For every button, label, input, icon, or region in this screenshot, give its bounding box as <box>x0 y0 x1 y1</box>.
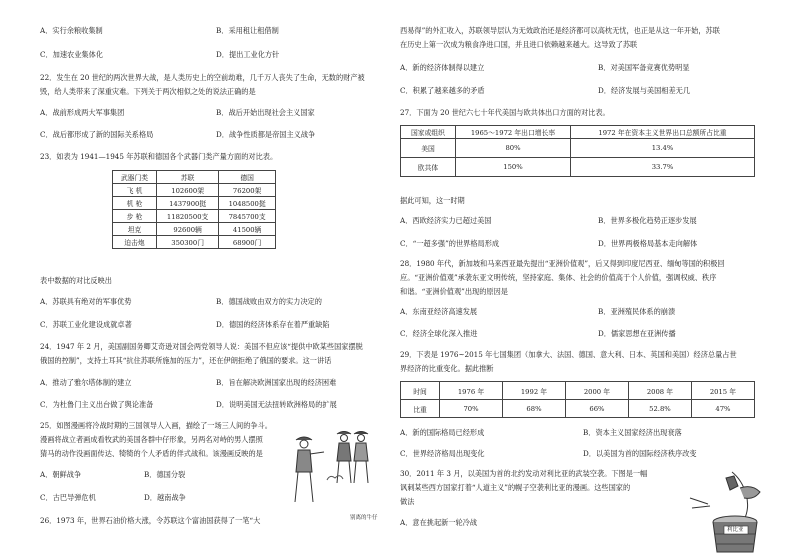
table-cell: 68900门 <box>219 236 276 249</box>
table-cell: 11820500支 <box>156 210 218 223</box>
option-a: A．意在挑起新一轮冷战 <box>400 518 478 527</box>
option-d: D．经济发展与美国相差无几 <box>598 86 691 95</box>
table-cell: 坦克 <box>113 223 157 236</box>
table-cell: 80% <box>456 139 571 158</box>
table-cell: 76200架 <box>219 184 276 197</box>
table-row <box>113 184 276 197</box>
table-header: 苏联 <box>156 171 218 184</box>
q30-stem: 讽刺某些西方国家打着“人道主义”的幌子空袭利比亚的漫画。这些国家的 <box>400 483 631 492</box>
q28-stem: 和谐。“亚洲价值观”出现的原因是 <box>400 287 508 296</box>
option-d: D．世界两极格局基本走向解体 <box>598 239 698 248</box>
table-cell: 飞 机 <box>113 184 157 197</box>
option-b: B．德国战败由双方的实力决定的 <box>216 297 322 306</box>
q23-stem: 23．如表为 1941—1945 年苏联和德国各个武器门类产量方面的对比表。 <box>40 152 278 161</box>
table-header: 1972 年在资本主义世界出口总额所占比重 <box>571 126 755 139</box>
table-header: 1976 年 <box>440 382 503 400</box>
option-a: A．新的经济体制得以建立 <box>400 63 485 72</box>
table-row <box>113 236 276 249</box>
cartoon-caption: 别离的牛仔 <box>350 515 378 521</box>
table-header: 1965～1972 年出口增长率 <box>456 126 571 139</box>
table-cell: 47% <box>691 400 754 418</box>
option-a: A．新的国际格局已经形成 <box>400 428 485 437</box>
option-d: D．德国的经济体系存在着严重缺陷 <box>216 320 330 329</box>
option-a: A．战前形成两大军事集团 <box>40 108 125 117</box>
q23-after: 表中数据的对比反映出 <box>40 276 112 285</box>
option-a: A．西欧经济实力已超过美国 <box>400 216 492 225</box>
q29-stem: 29．下表是 1976~2015 年七国集团（加拿大、法国、德国、意大利、日本、英国和美国）经济总量占世 <box>400 350 737 359</box>
table-header: 2008 年 <box>628 382 691 400</box>
option-b: B．世界多极化趋势正逐步发展 <box>598 216 697 225</box>
table-cell: 欧共体 <box>401 158 456 177</box>
table-header-row <box>401 382 755 400</box>
q25-stem: 漫画将战立者画成看牧武的美国各群中仔形象，另两名对峙的男人摆照 <box>40 435 263 444</box>
libya-cartoon <box>680 468 770 556</box>
option-b: B．旨在解决欧洲国家出现的经济困难 <box>216 378 337 387</box>
table-header: 德国 <box>219 171 276 184</box>
option-a: A．苏联具有绝对的军事优势 <box>40 297 132 306</box>
table-cell: 13.4% <box>571 139 755 158</box>
table-row <box>401 139 755 158</box>
cold-war-cartoon <box>282 420 380 512</box>
q26-stem: 西易得”的外汇收入，苏联领导层认为无效政治还是经济都可以高枕无忧，也正是从这一年开始，苏联 <box>400 26 720 35</box>
table-cell: 102600架 <box>156 184 218 197</box>
option-c: C．苏联工业化建设成就卓著 <box>40 320 132 329</box>
table-header-row <box>113 171 276 184</box>
q29-stem: 界经济的比重变化。据此推断 <box>400 364 494 373</box>
option-b: B．亚洲殖民体系的崩溃 <box>598 307 676 316</box>
option-c: C．古巴导弹危机 <box>40 493 96 502</box>
q27-table <box>400 125 755 177</box>
option-b: B．资本主义国家经济出现衰落 <box>583 428 682 437</box>
table-header: 2015 年 <box>691 382 754 400</box>
q25-stem: 25．如图漫画将冷战时期的三国领导人入画，描绘了一场三人间的争斗。 <box>40 421 272 430</box>
option-b: B．采用租让租借制 <box>216 26 279 35</box>
option-b: B．战后开始出现社会主义国家 <box>216 108 315 117</box>
table-row <box>401 400 755 418</box>
table-cell: 机 枪 <box>113 197 157 210</box>
table-cell: 68% <box>502 400 565 418</box>
option-c: C．经济全球化深入推进 <box>400 329 478 338</box>
q24-stem: 24．1947 年 2 月，美国副国务卿艾奇逊对国会两党领导人说：美国不但应该“提供中欧某些国家摆脱 <box>40 342 363 351</box>
table-row <box>113 197 276 210</box>
table-cell: 1048500挺 <box>219 197 276 210</box>
table-cell: 52.8% <box>628 400 691 418</box>
option-d: D．战争性质都是帝国主义战争 <box>216 130 316 139</box>
q24-stem: 俄国的控制”，支持土耳其“抗住苏联所施加的压力”，还在伊朗拒绝了俄国的要求。这一讲话 <box>40 356 332 365</box>
option-d: D．以美国为首的国际经济秩序改变 <box>583 449 697 458</box>
table-cell: 41500辆 <box>219 223 276 236</box>
q27-stem: 27．下面为 20 世纪六七十年代美国与欧共体出口方面的对比表。 <box>400 108 610 117</box>
option-c: C．“一超多强”的世界格局形成 <box>400 239 500 248</box>
option-c: C．加速农业集体化 <box>40 50 104 59</box>
q30-stem: 做法 <box>400 497 415 506</box>
option-a: A．推动了雅尔塔体制的建立 <box>40 378 132 387</box>
table-cell: 70% <box>440 400 503 418</box>
table-cell: 150% <box>456 158 571 177</box>
option-a: A．朝鲜战争 <box>40 470 82 479</box>
table-header: 时间 <box>401 382 440 400</box>
table-row <box>401 158 755 177</box>
table-header-row <box>401 126 755 139</box>
q30-stem: 30．2011 年 3 月，以美国为首的北约发动对利比亚的武装空袭。下图是一幅 <box>400 469 648 478</box>
option-c: C．世界经济格局出现变化 <box>400 449 485 458</box>
table-row <box>113 210 276 223</box>
q22-stem: 22．发生在 20 世纪的两次世界大战，是人类历史上的空前劫难，几千万人丧失了生命，无数的财产被 <box>40 73 365 82</box>
q23-table <box>112 170 276 249</box>
option-b: B．对美国军备竞赛优势明显 <box>598 63 690 72</box>
option-c: C．积累了越来越多的矛盾 <box>400 86 485 95</box>
q27-after: 据此可知，这一时期 <box>400 196 465 205</box>
table-cell: 美国 <box>401 139 456 158</box>
option-a: A．东南亚经济高速发展 <box>400 307 478 316</box>
table-cell: 66% <box>565 400 628 418</box>
table-cell: 350300门 <box>156 236 218 249</box>
table-header: 武器门类 <box>113 171 157 184</box>
barrel-label: 利比亚 <box>727 527 744 533</box>
table-cell: 33.7% <box>571 158 755 177</box>
option-b: B．德国分裂 <box>144 470 186 479</box>
q29-table <box>400 381 755 418</box>
table-cell: 1437900挺 <box>156 197 218 210</box>
q25-stem: 猜马的动作没画面传达、犄犄的个人矛盾的佯式战和。该漫画反映的是 <box>40 449 263 458</box>
option-c: C．战后都形成了新的国际关系格局 <box>40 130 154 139</box>
q28-stem: 应。“亚洲价值观”承袭东亚文明传统，坚持家庭、集体、社会的价值高于个人价值，强调权威、秩序 <box>400 273 717 282</box>
table-cell: 7845700支 <box>219 210 276 223</box>
option-d: D．提出工业化方针 <box>216 50 280 59</box>
option-d: D．说明美国无法扭转欧洲格局的扩展 <box>216 400 337 409</box>
option-c: C．为杜鲁门主义出台做了舆论准备 <box>40 400 154 409</box>
table-row <box>113 223 276 236</box>
table-cell: 比重 <box>401 400 440 418</box>
q28-stem: 28．1980 年代，新加坡和马来西亚最先提出“亚洲价值观”，后又得到印度尼西亚、缅甸等国的积极回 <box>400 259 725 268</box>
table-cell: 步 枪 <box>113 210 157 223</box>
option-a: A．实行余粮收集制 <box>40 26 103 35</box>
q26-stem: 在历史上第一次成为粮食净进口国，并且进口依赖越来越大。这导致了苏联 <box>400 40 638 49</box>
option-d: D．越南战争 <box>144 493 186 502</box>
table-cell: 92600辆 <box>156 223 218 236</box>
table-cell: 迫击炮 <box>113 236 157 249</box>
table-header: 1992 年 <box>502 382 565 400</box>
table-header: 国家或组织 <box>401 126 456 139</box>
option-d: D．儒家思想在亚洲传播 <box>598 329 676 338</box>
q26-stem: 26．1973 年，世界石油价格大涨，令苏联这个富油国获得了一笔“大 <box>40 516 261 525</box>
q22-stem: 毁，给人类带来了深重灾难。下列关于两次相似之处的说法正确的是 <box>40 87 256 96</box>
table-header: 2000 年 <box>565 382 628 400</box>
